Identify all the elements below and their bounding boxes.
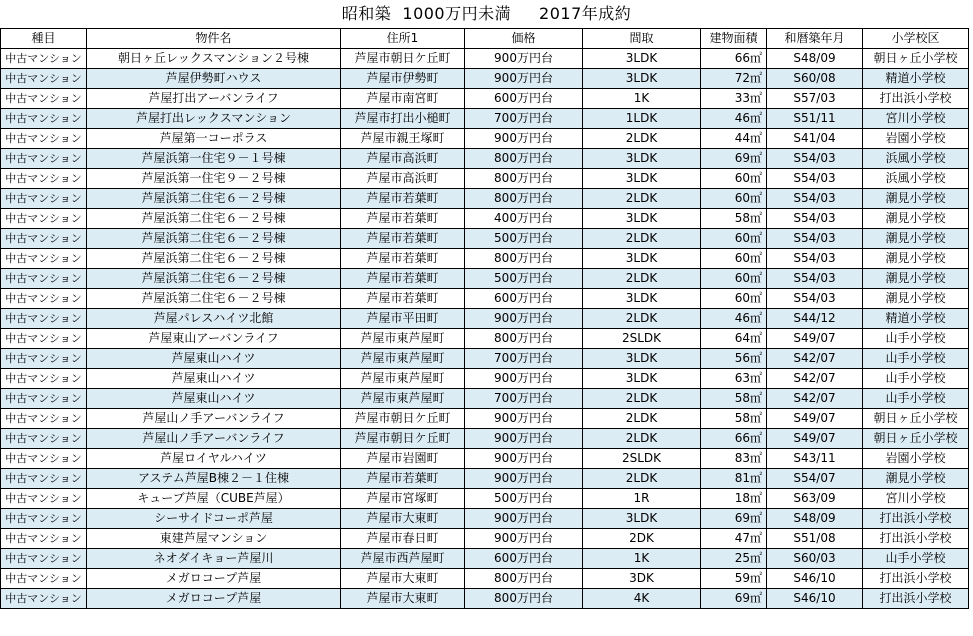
cell-built: S54/03	[767, 189, 863, 209]
cell-property: キューブ芦屋（CUBE芦屋）	[87, 489, 341, 509]
cell-school: 潮見小学校	[863, 229, 969, 249]
header-layout: 間取	[583, 29, 701, 49]
cell-layout: 2LDK	[583, 189, 701, 209]
cell-address: 芦屋市平田町	[341, 309, 465, 329]
cell-school: 打出浜小学校	[863, 569, 969, 589]
cell-built: S54/03	[767, 229, 863, 249]
cell-school: 打出浜小学校	[863, 589, 969, 609]
cell-area: 64㎡	[701, 329, 767, 349]
cell-type: 中古マンション	[1, 329, 87, 349]
cell-built: S54/03	[767, 269, 863, 289]
cell-built: S49/07	[767, 409, 863, 429]
table-row	[1, 109, 969, 129]
cell-built: S57/03	[767, 89, 863, 109]
cell-type: 中古マンション	[1, 549, 87, 569]
cell-area: 66㎡	[701, 429, 767, 449]
cell-layout: 3LDK	[583, 149, 701, 169]
cell-type: 中古マンション	[1, 229, 87, 249]
cell-area: 60㎡	[701, 289, 767, 309]
cell-property: 芦屋打出アーバンライフ	[87, 89, 341, 109]
cell-type: 中古マンション	[1, 189, 87, 209]
cell-property: 芦屋浜第一住宅９－２号棟	[87, 169, 341, 189]
cell-address: 芦屋市若葉町	[341, 469, 465, 489]
cell-built: S60/08	[767, 69, 863, 89]
cell-price: 800万円台	[465, 189, 583, 209]
cell-layout: 2LDK	[583, 469, 701, 489]
cell-property: ネオダイキョー芦屋川	[87, 549, 341, 569]
table-row	[1, 209, 969, 229]
header-address: 住所1	[341, 29, 465, 49]
cell-property: 芦屋パレスハイツ北館	[87, 309, 341, 329]
cell-layout: 3LDK	[583, 49, 701, 69]
cell-layout: 3LDK	[583, 289, 701, 309]
cell-type: 中古マンション	[1, 209, 87, 229]
cell-school: 浜風小学校	[863, 149, 969, 169]
cell-address: 芦屋市東芦屋町	[341, 329, 465, 349]
cell-area: 60㎡	[701, 269, 767, 289]
table-row	[1, 189, 969, 209]
cell-built: S46/10	[767, 569, 863, 589]
table-row	[1, 569, 969, 589]
cell-area: 81㎡	[701, 469, 767, 489]
cell-property: 芦屋打出レックスマンション	[87, 109, 341, 129]
cell-school: 潮見小学校	[863, 289, 969, 309]
table-row	[1, 489, 969, 509]
table-row	[1, 129, 969, 149]
cell-price: 700万円台	[465, 389, 583, 409]
cell-area: 72㎡	[701, 69, 767, 89]
cell-property: 芦屋浜第二住宅６－２号棟	[87, 289, 341, 309]
cell-address: 芦屋市若葉町	[341, 249, 465, 269]
cell-area: 69㎡	[701, 589, 767, 609]
cell-type: 中古マンション	[1, 69, 87, 89]
cell-type: 中古マンション	[1, 469, 87, 489]
cell-price: 800万円台	[465, 329, 583, 349]
header-row	[1, 29, 969, 49]
cell-school: 山手小学校	[863, 369, 969, 389]
cell-area: 44㎡	[701, 129, 767, 149]
cell-price: 900万円台	[465, 469, 583, 489]
cell-property: 芦屋ロイヤルハイツ	[87, 449, 341, 469]
table-row	[1, 49, 969, 69]
cell-type: 中古マンション	[1, 109, 87, 129]
cell-school: 潮見小学校	[863, 189, 969, 209]
cell-school: 精道小学校	[863, 309, 969, 329]
cell-school: 打出浜小学校	[863, 509, 969, 529]
cell-type: 中古マンション	[1, 309, 87, 329]
cell-address: 芦屋市若葉町	[341, 289, 465, 309]
cell-built: S54/07	[767, 469, 863, 489]
cell-property: メガロコープ芦屋	[87, 589, 341, 609]
cell-school: 朝日ヶ丘小学校	[863, 49, 969, 69]
cell-school: 潮見小学校	[863, 249, 969, 269]
cell-property: 芦屋伊勢町ハウス	[87, 69, 341, 89]
listings-table	[0, 28, 969, 609]
table-row	[1, 149, 969, 169]
cell-layout: 1K	[583, 549, 701, 569]
cell-built: S43/11	[767, 449, 863, 469]
table-row	[1, 289, 969, 309]
table-row	[1, 549, 969, 569]
cell-price: 800万円台	[465, 249, 583, 269]
header-price: 価格	[465, 29, 583, 49]
cell-address: 芦屋市東芦屋町	[341, 369, 465, 389]
cell-price: 800万円台	[465, 169, 583, 189]
cell-area: 63㎡	[701, 369, 767, 389]
cell-built: S63/09	[767, 489, 863, 509]
cell-price: 900万円台	[465, 129, 583, 149]
cell-address: 芦屋市南宮町	[341, 89, 465, 109]
cell-property: 芦屋第一コーポラス	[87, 129, 341, 149]
cell-price: 900万円台	[465, 449, 583, 469]
cell-price: 900万円台	[465, 409, 583, 429]
table-row	[1, 89, 969, 109]
cell-layout: 1K	[583, 89, 701, 109]
cell-type: 中古マンション	[1, 489, 87, 509]
cell-property: シーサイドコーポ芦屋	[87, 509, 341, 529]
header-built: 和暦築年月	[767, 29, 863, 49]
cell-layout: 4K	[583, 589, 701, 609]
header-school: 小学校区	[863, 29, 969, 49]
cell-property: 芦屋浜第二住宅６－２号棟	[87, 209, 341, 229]
table-row	[1, 529, 969, 549]
cell-property: 芦屋東山ハイツ	[87, 389, 341, 409]
table-row	[1, 309, 969, 329]
cell-school: 山手小学校	[863, 549, 969, 569]
cell-built: S54/03	[767, 289, 863, 309]
cell-area: 66㎡	[701, 49, 767, 69]
cell-type: 中古マンション	[1, 429, 87, 449]
cell-type: 中古マンション	[1, 89, 87, 109]
cell-address: 芦屋市岩園町	[341, 449, 465, 469]
cell-address: 芦屋市高浜町	[341, 169, 465, 189]
cell-layout: 1LDK	[583, 109, 701, 129]
cell-area: 25㎡	[701, 549, 767, 569]
table-row	[1, 429, 969, 449]
cell-area: 58㎡	[701, 409, 767, 429]
cell-area: 18㎡	[701, 489, 767, 509]
cell-area: 69㎡	[701, 149, 767, 169]
cell-type: 中古マンション	[1, 169, 87, 189]
cell-school: 潮見小学校	[863, 209, 969, 229]
cell-built: S51/11	[767, 109, 863, 129]
cell-area: 58㎡	[701, 389, 767, 409]
cell-type: 中古マンション	[1, 249, 87, 269]
cell-type: 中古マンション	[1, 389, 87, 409]
header-area: 建物面積	[701, 29, 767, 49]
cell-price: 600万円台	[465, 289, 583, 309]
cell-address: 芦屋市大東町	[341, 569, 465, 589]
cell-built: S54/03	[767, 169, 863, 189]
table-row	[1, 389, 969, 409]
cell-type: 中古マンション	[1, 509, 87, 529]
cell-type: 中古マンション	[1, 149, 87, 169]
cell-price: 900万円台	[465, 429, 583, 449]
cell-price: 900万円台	[465, 69, 583, 89]
cell-type: 中古マンション	[1, 569, 87, 589]
cell-school: 岩園小学校	[863, 449, 969, 469]
cell-built: S42/07	[767, 389, 863, 409]
cell-price: 600万円台	[465, 549, 583, 569]
cell-school: 岩園小学校	[863, 129, 969, 149]
cell-price: 500万円台	[465, 269, 583, 289]
cell-built: S49/07	[767, 329, 863, 349]
cell-price: 800万円台	[465, 149, 583, 169]
cell-address: 芦屋市高浜町	[341, 149, 465, 169]
table-body	[1, 49, 969, 609]
cell-price: 900万円台	[465, 49, 583, 69]
cell-type: 中古マンション	[1, 369, 87, 389]
cell-built: S48/09	[767, 49, 863, 69]
cell-area: 59㎡	[701, 569, 767, 589]
cell-type: 中古マンション	[1, 349, 87, 369]
cell-price: 400万円台	[465, 209, 583, 229]
cell-layout: 2LDK	[583, 409, 701, 429]
cell-layout: 2SLDK	[583, 449, 701, 469]
cell-address: 芦屋市若葉町	[341, 189, 465, 209]
cell-layout: 2LDK	[583, 389, 701, 409]
sheet-title: 昭和築 1000万円未満 2017年成約	[341, 4, 632, 23]
cell-layout: 2DK	[583, 529, 701, 549]
cell-address: 芦屋市朝日ケ丘町	[341, 429, 465, 449]
cell-address: 芦屋市伊勢町	[341, 69, 465, 89]
table-row	[1, 509, 969, 529]
cell-price: 800万円台	[465, 569, 583, 589]
cell-built: S54/03	[767, 249, 863, 269]
cell-price: 700万円台	[465, 349, 583, 369]
cell-address: 芦屋市東芦屋町	[341, 349, 465, 369]
cell-built: S41/04	[767, 129, 863, 149]
cell-price: 500万円台	[465, 229, 583, 249]
cell-layout: 2LDK	[583, 429, 701, 449]
table-row	[1, 229, 969, 249]
cell-price: 500万円台	[465, 489, 583, 509]
cell-property: 朝日ヶ丘レックスマンション２号棟	[87, 49, 341, 69]
cell-area: 60㎡	[701, 229, 767, 249]
cell-price: 800万円台	[465, 589, 583, 609]
cell-type: 中古マンション	[1, 589, 87, 609]
header-type: 種目	[1, 29, 87, 49]
cell-built: S48/09	[767, 509, 863, 529]
table-row	[1, 589, 969, 609]
table-row	[1, 329, 969, 349]
cell-address: 芦屋市大東町	[341, 589, 465, 609]
cell-layout: 1R	[583, 489, 701, 509]
cell-type: 中古マンション	[1, 269, 87, 289]
cell-property: 芦屋浜第二住宅６－２号棟	[87, 229, 341, 249]
cell-property: 芦屋山ノ手アーバンライフ	[87, 429, 341, 449]
cell-area: 46㎡	[701, 309, 767, 329]
cell-layout: 2LDK	[583, 309, 701, 329]
table-row	[1, 369, 969, 389]
cell-school: 打出浜小学校	[863, 89, 969, 109]
cell-price: 900万円台	[465, 369, 583, 389]
cell-built: S51/08	[767, 529, 863, 549]
cell-built: S60/03	[767, 549, 863, 569]
cell-price: 900万円台	[465, 309, 583, 329]
cell-address: 芦屋市若葉町	[341, 229, 465, 249]
cell-address: 芦屋市若葉町	[341, 269, 465, 289]
cell-type: 中古マンション	[1, 289, 87, 309]
cell-area: 33㎡	[701, 89, 767, 109]
table-row	[1, 469, 969, 489]
cell-built: S54/03	[767, 149, 863, 169]
table-row	[1, 449, 969, 469]
cell-property: 芦屋山ノ手アーバンライフ	[87, 409, 341, 429]
table-row	[1, 269, 969, 289]
cell-type: 中古マンション	[1, 129, 87, 149]
table-row	[1, 69, 969, 89]
cell-school: 打出浜小学校	[863, 529, 969, 549]
table-row	[1, 169, 969, 189]
cell-property: 芦屋浜第一住宅９－１号棟	[87, 149, 341, 169]
cell-area: 58㎡	[701, 209, 767, 229]
cell-property: 芦屋浜第二住宅６－２号棟	[87, 269, 341, 289]
cell-layout: 3LDK	[583, 209, 701, 229]
cell-price: 900万円台	[465, 529, 583, 549]
cell-price: 700万円台	[465, 109, 583, 129]
cell-type: 中古マンション	[1, 529, 87, 549]
cell-school: 朝日ヶ丘小学校	[863, 429, 969, 449]
cell-school: 宮川小学校	[863, 489, 969, 509]
cell-property: 東建芦屋マンション	[87, 529, 341, 549]
cell-built: S49/07	[767, 429, 863, 449]
cell-school: 潮見小学校	[863, 469, 969, 489]
cell-property: 芦屋東山ハイツ	[87, 349, 341, 369]
cell-type: 中古マンション	[1, 409, 87, 429]
cell-built: S42/07	[767, 369, 863, 389]
cell-school: 朝日ヶ丘小学校	[863, 409, 969, 429]
cell-address: 芦屋市大東町	[341, 509, 465, 529]
cell-school: 山手小学校	[863, 389, 969, 409]
cell-address: 芦屋市朝日ケ丘町	[341, 409, 465, 429]
cell-layout: 3LDK	[583, 349, 701, 369]
cell-built: S46/10	[767, 589, 863, 609]
cell-layout: 2SLDK	[583, 329, 701, 349]
cell-built: S42/07	[767, 349, 863, 369]
cell-layout: 3LDK	[583, 369, 701, 389]
cell-property: 芦屋東山ハイツ	[87, 369, 341, 389]
cell-layout: 3DK	[583, 569, 701, 589]
cell-area: 69㎡	[701, 509, 767, 529]
cell-area: 60㎡	[701, 189, 767, 209]
cell-address: 芦屋市若葉町	[341, 209, 465, 229]
cell-property: アステム芦屋B棟２－１住棟	[87, 469, 341, 489]
cell-address: 芦屋市親王塚町	[341, 129, 465, 149]
cell-area: 60㎡	[701, 249, 767, 269]
cell-layout: 3LDK	[583, 69, 701, 89]
table-row	[1, 349, 969, 369]
cell-type: 中古マンション	[1, 449, 87, 469]
cell-area: 56㎡	[701, 349, 767, 369]
cell-built: S44/12	[767, 309, 863, 329]
cell-layout: 3LDK	[583, 169, 701, 189]
cell-school: 潮見小学校	[863, 269, 969, 289]
cell-area: 83㎡	[701, 449, 767, 469]
cell-school: 山手小学校	[863, 349, 969, 369]
table-row	[1, 249, 969, 269]
cell-area: 47㎡	[701, 529, 767, 549]
table-row	[1, 409, 969, 429]
cell-built: S54/03	[767, 209, 863, 229]
cell-area: 46㎡	[701, 109, 767, 129]
cell-layout: 3LDK	[583, 249, 701, 269]
cell-layout: 2LDK	[583, 269, 701, 289]
cell-price: 900万円台	[465, 509, 583, 529]
cell-address: 芦屋市春日町	[341, 529, 465, 549]
cell-school: 精道小学校	[863, 69, 969, 89]
cell-address: 芦屋市東芦屋町	[341, 389, 465, 409]
cell-address: 芦屋市打出小槌町	[341, 109, 465, 129]
cell-layout: 2LDK	[583, 229, 701, 249]
cell-school: 浜風小学校	[863, 169, 969, 189]
cell-area: 60㎡	[701, 169, 767, 189]
cell-layout: 2LDK	[583, 129, 701, 149]
cell-type: 中古マンション	[1, 49, 87, 69]
cell-property: メガロコープ芦屋	[87, 569, 341, 589]
cell-property: 芦屋浜第二住宅６－２号棟	[87, 249, 341, 269]
cell-property: 芦屋東山アーバンライフ	[87, 329, 341, 349]
cell-property: 芦屋浜第二住宅６－２号棟	[87, 189, 341, 209]
cell-address: 芦屋市朝日ケ丘町	[341, 49, 465, 69]
cell-layout: 3LDK	[583, 509, 701, 529]
cell-address: 芦屋市宮塚町	[341, 489, 465, 509]
cell-address: 芦屋市西芦屋町	[341, 549, 465, 569]
cell-school: 山手小学校	[863, 329, 969, 349]
cell-school: 宮川小学校	[863, 109, 969, 129]
header-property: 物件名	[87, 29, 341, 49]
cell-price: 600万円台	[465, 89, 583, 109]
